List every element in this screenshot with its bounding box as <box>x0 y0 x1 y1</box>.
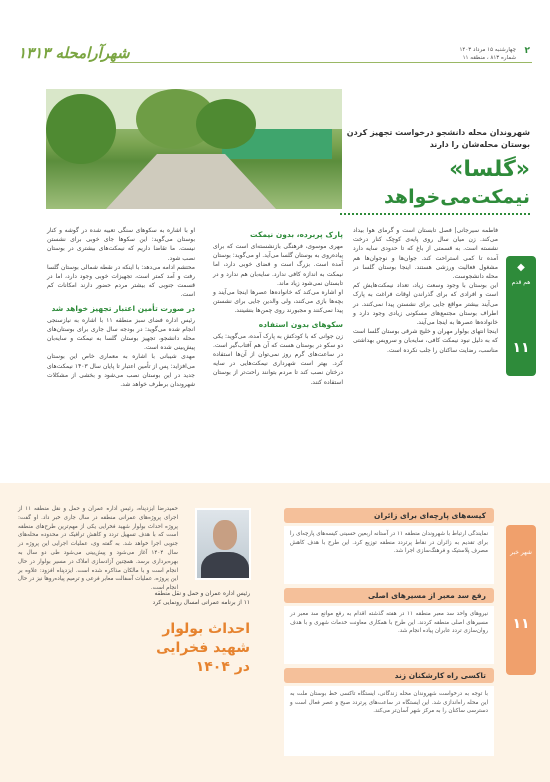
paragraph: این بوستان با وجود وسعت زیاد، تعداد نیمکت‌هایش کم است و افرادی که برای گذراندن اوقات فراغت به پارک می‌آیند بیشتر مواقع جایی برای نشستن پیدا نمی‌کنند. در اطراف بوستان مجتمع‌های مسکونی زیادی وجود دارد و خانواده‌ها عصرها به اینجا می‌آیند. <box>353 282 498 327</box>
news-title: تاکسی راه کارشکنان زند <box>284 668 494 683</box>
paragraph: اینجا انتهای بولوار مهران و خلیج شرقی بوستان گلسا است که به دلیل نبود نیمکت کافی، سایه‌بان و سرویس بهداشتی مناسب، رضایت ساکنان را جلب نکرده است. <box>352 328 498 354</box>
news-badge-number: ۱۱ <box>512 616 530 632</box>
paragraph: محتشم ادامه می‌دهد: با اینکه در نقطه شمالی بوستان گلسا رفت و آمد کمتر است، تجهیزات خوبی وجود دارد، اما در قسمت جنوبی که بیشتر مردم حضور دارند امکانات کم است. <box>47 263 195 299</box>
paragraph: رئیس اداره فضای سبز منطقه ۱۱ با اشاره به نیازسنجی انجام شده می‌گوید: در بودجه سال جاری برای بوستان‌های محله دانشجو، تجهیز بوستان گلسا به نیمکت و سایه‌بان پیش‌بینی شده است. <box>47 316 195 352</box>
paragraph: زن جوانی که با کودکش به پارک آمده، می‌گوید: یکی دو سکو در بوستان هست که آن هم آفتاب‌گیر است. در ساعت‌های گرم روز نمی‌توان از آن‌ها استفاده کرد. بهتر است شهرداری نیمکت‌هایی در سایه درختان نصب کند تا مردم بتوانند راحت‌تر از بوستان استفاده کنند. <box>213 332 343 386</box>
paragraph: مهری موسوی، فرهنگی بازنشسته‌ای است که برای پیاده‌روی به بوستان گلسا می‌آید. او می‌گوید: بوستان آمده است. بزرگ است و فضای خوبی دارد، اما نیمکت به اندازه کافی ندارد. سایه‌بان هم ندارد و در تابستان نمی‌شود زیاد ماند. <box>213 243 343 287</box>
subheading: پارک پربرده، بدون نیمکت <box>250 230 343 239</box>
paragraph: او اشاره می‌کند که خانواده‌ها عصرها اینجا می‌آیند و بچه‌ها بازی می‌کنند، ولی والدین جایی برای نشستن پیدا نمی‌کنند و مجبورند روی چمن‌ها بنشینند. <box>213 289 343 315</box>
news-badge-label: شهر خبر <box>510 549 532 556</box>
article-column-1 <box>353 226 498 355</box>
footprints-icon: ◆ <box>517 262 525 273</box>
dotted-divider <box>340 213 530 219</box>
section-badge-number: ۱۱ <box>512 340 530 356</box>
park-photo <box>46 89 342 209</box>
portrait-suit <box>201 552 249 580</box>
paragraph: مهدی شیبانی با اشاره به معماری خاص این بوستان می‌افزاید: پس از تأمین اعتبار تا پایان سال ۱۴۰۳ نیمکت‌های جدید در این بوستان نصب می‌شود و بخشی از مشکلات شهروندان برطرف خواهد شد. <box>47 353 195 389</box>
headline-line2: نیمکت‌می‌خواهد <box>383 186 530 208</box>
section-badge-label: هم قدم <box>511 279 531 286</box>
interview-caption: رئیس اداره عمران و حمل و نقل منطقه ۱۱ از برنامه عمرانی امسال رونمایی کرد <box>152 591 250 606</box>
news-body: نیروهای واحد سد معبر منطقه ۱۱ در هفته گذشته اقدام به رفع موانع سد معبر در مسیرهای اصلی منطقه کردند. این طرح با همکاری معاونت خدمات شهری و با هدف روان‌سازی تردد عابران پیاده انجام شد. <box>284 606 494 664</box>
article-headline <box>340 156 530 210</box>
news-title: رفع سد معبر از مسیرهای اصلی <box>284 588 494 603</box>
section-badge <box>506 256 536 376</box>
page-number: ۲ <box>524 46 530 56</box>
interview-body: حمیدرضا ایزدپناه، رئیس اداره عمران و حمل و نقل منطقه ۱۱ از اجرای پروژه‌های عمرانی منطقه در سال جاری خبر داد. او گفت: پروژه احداث بولوار شهید فخرایی یکی از مهم‌ترین طرح‌های منطقه است که با هدف تسهیل تردد و کاهش ترافیک در محدوده محله‌های جنوبی اجرا خواهد شد. به گفته وی، عملیات اجرایی این پروژه در سال ۱۴۰۴ آغاز می‌شود و پیش‌بینی می‌شود طی دو سال به بهره‌برداری برسد. همچنین آزادسازی املاک در مسیر بولوار در حال انجام است و با مالکان مذاکره شده است. ایزدپناه افزود: علاوه بر این پروژه، عملیات آسفالت معابر فرعی و ترمیم پیاده‌روها نیز در حال انجام است. <box>18 506 178 592</box>
photo-path <box>106 154 276 209</box>
issue-number: شماره ۸۱۳ ، منطقه ۱۱ <box>462 55 516 61</box>
issue-info <box>459 46 516 62</box>
news-badge <box>506 525 536 675</box>
photo-tree <box>196 99 256 149</box>
issue-date: چهارشنبه ۱۵ مرداد ۱۴۰۳ <box>459 47 516 53</box>
news-body: با توجه به درخواست شهروندان محله زندگانی، ایستگاه تاکسی خط بوستان ملت به این محله راه‌اندازی شد. این ایستگاه در ساعت‌های پرتردد صبح و عصر فعال است و دسترسی ساکنان را به مرکز شهر آسان‌تر می‌کند. <box>284 686 494 756</box>
masthead-rule <box>110 62 532 63</box>
masthead <box>0 44 550 74</box>
article-kicker: شهروندان محله دانشجو درخواست تجهیز کردن بوستان محله‌شان را دارند <box>346 128 530 149</box>
article-column-3 <box>47 226 195 389</box>
interview-headline: احداث بولوار شهید فخرایی در ۱۴۰۴ <box>156 621 250 675</box>
photo-tree <box>46 94 116 164</box>
paragraph: فاطمه سیرجانی| فصل تابستان است و گرمای هوا بیداد می‌کند. زن میان سال روی پایه‌ی کوچک کنار درخت نشسته است. به قسمتی از باغ که تا حدودی سایه دارد آمده تا کمی استراحت کند. جوان‌ها و نوجوان‌ها هم مشغول فعالیت ورزشی هستند. اینجا بوستان گلسا در محله دانشجوست. <box>353 227 498 281</box>
portrait-head <box>213 520 237 550</box>
official-portrait <box>195 508 251 580</box>
publication-logo: شهرآرامحله ۱۳۱۳ <box>18 44 130 62</box>
subheading: سکوهای بدون استفاده <box>258 319 343 329</box>
paragraph: او با اشاره به سکوهای سنگی تعبیه شده در گوشه و کنار بوستان می‌گوید: این سکوها جای خوبی برای نشستن نیست. ما تقاضا داریم که نیمکت‌های بیشتری در بوستان نصب شود. <box>47 227 195 262</box>
news-body: نمایندگی ارتباط با شهروندان منطقه ۱۱ در آستانه اربعین حسینی کیسه‌های پارچه‌ای را برای تقدیم به زائران در نقاط پرتردد منطقه توزیع کرد. این طرح با هدف کاهش مصرف پلاستیک و فرهنگ‌سازی اجرا شد. <box>284 526 494 584</box>
article-column-2 <box>213 226 343 387</box>
news-title: کیسه‌های پارچه‌ای برای زائران <box>284 508 494 523</box>
headline-line1: «گلسا» <box>449 157 530 182</box>
subheading: در صورت تأمین اعتبار تجهیز خواهد شد <box>51 303 195 313</box>
